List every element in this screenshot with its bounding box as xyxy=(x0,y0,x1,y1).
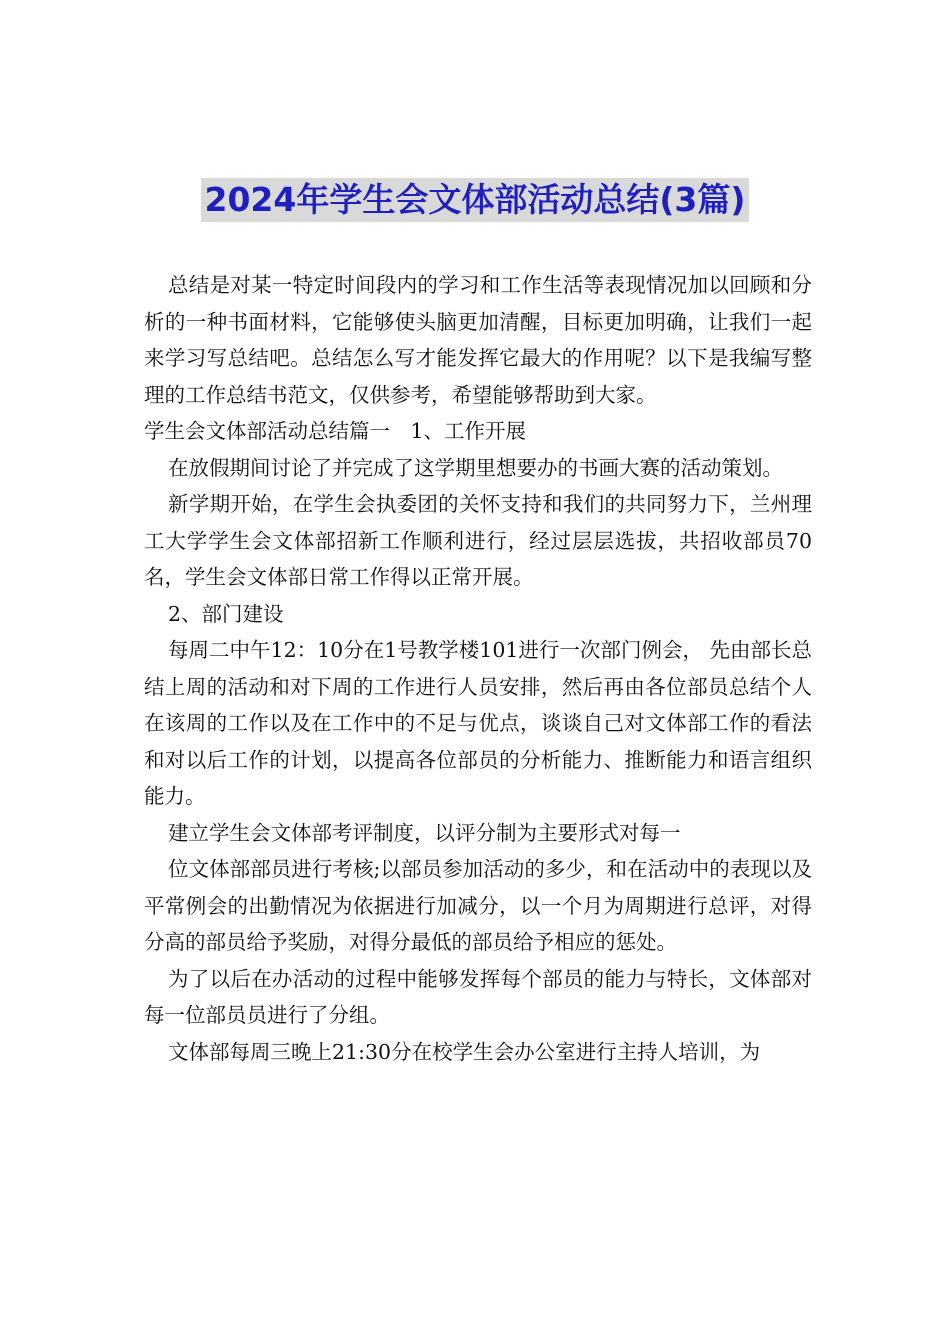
paragraph: 每周二中午12：10分在1号教学楼101进行一次部门例会， 先由部长总结上周的活动和对下周的工作进行人员安排，然后再由各位部员总结个人在该周的工作以及在工作中的不足与优点，谈谈自己对文体部工作的看法和对以后工作的计划，以提高各位部员的分析能力、推断能力和语言组织能力。 xyxy=(144,638,812,808)
paragraph: 文体部每周三晚上21:30分在校学生会办公室进行主持人培训，为 xyxy=(168,1039,761,1064)
document-body xyxy=(144,267,812,1070)
section-heading-part-one: 学生会文体部活动总结篇一 1、工作开展 xyxy=(144,419,527,443)
paragraph-intro: 总结是对某一特定时间段内的学习和工作生活等表现情况加以回顾和分析的一种书面材料，它能够使头脑更加清醒，目标更加明确，让我们一起来学习写总结吧。总结怎么写才能发挥它最大的作用呢？以下是我编写整理的工作总结书范文，仅供参考，希望能够帮助到大家。 xyxy=(144,273,812,407)
document-title: 2024年学生会文体部活动总结(3篇) xyxy=(201,178,750,222)
title-container xyxy=(0,178,950,222)
paragraph: 在放假期间讨论了并完成了这学期里想要办的书画大赛的活动策划。 xyxy=(168,455,783,480)
paragraph: 建立学生会文体部考评制度，以评分制为主要形式对每一 xyxy=(168,820,681,845)
paragraph: 位文体部部员进行考核;以部员参加活动的多少，和在活动中的表现以及平常例会的出勤情况为依据进行加减分，以一个月为周期进行总评，对得分高的部员给予奖励，对得分最低的部员给予相应的惩处。 xyxy=(144,857,812,954)
paragraph: 新学期开始，在学生会执委团的关怀支持和我们的共同努力下，兰州理工大学学生会文体部招新工作顺利进行，经过层层选拔，共招收部员70名，学生会文体部日常工作得以正常开展。 xyxy=(144,492,812,589)
paragraph: 为了以后在办活动的过程中能够发挥每个部员的能力与特长，文体部对每一位部员员进行了分组。 xyxy=(144,966,812,1027)
subheading-department-building: 2、部门建设 xyxy=(168,601,284,626)
